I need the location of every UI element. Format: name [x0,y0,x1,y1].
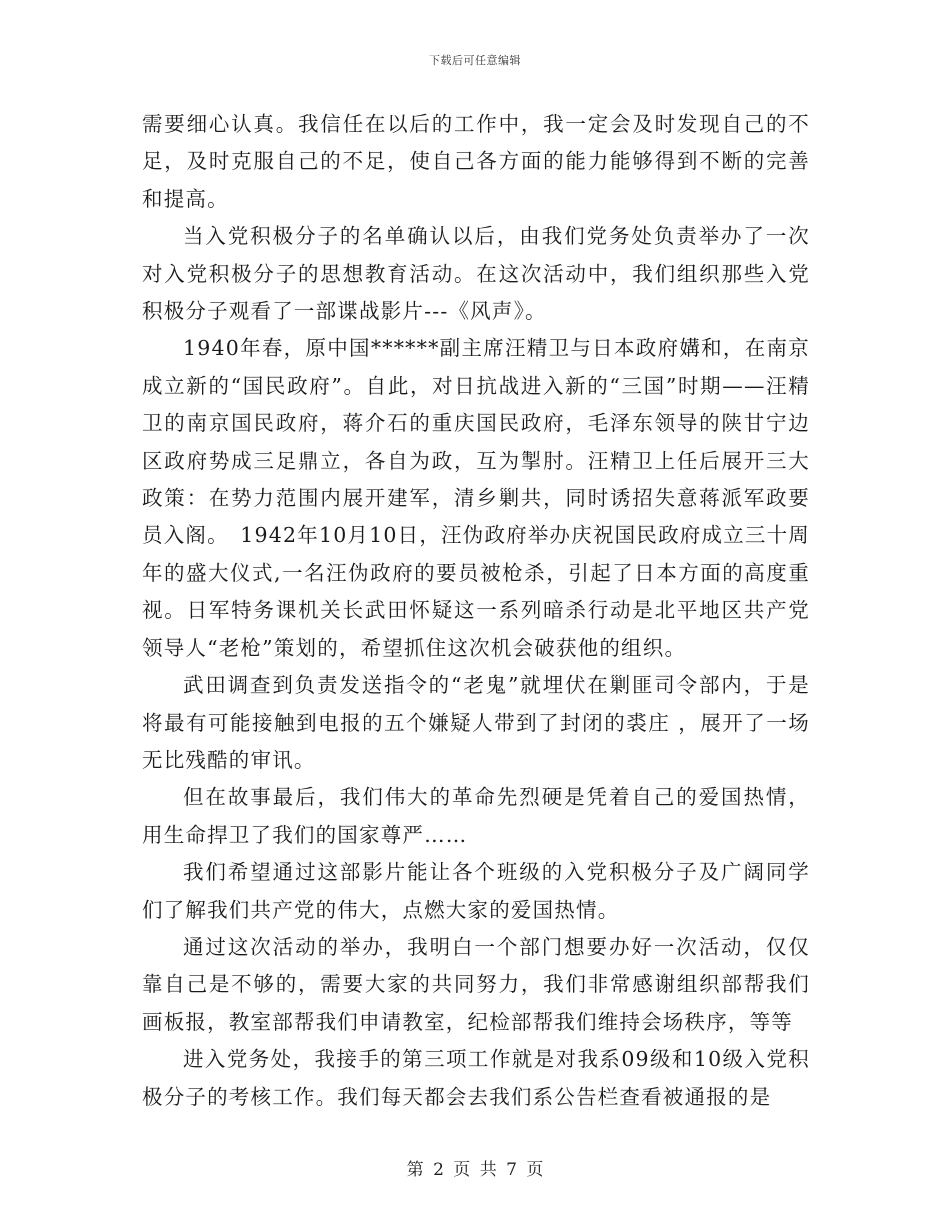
paragraph-2: 当入党积极分子的名单确认以后，由我们党务处负责举办了一次对入党积极分子的思想教育活动。在这次活动中，我们组织那些入党积极分子观看了一部谍战影片---《风声》。 [142,224,810,324]
paragraph-7: 通过这次活动的举办，我明白一个部门想要办好一次活动，仅仅靠自己是不够的，需要大家的共同努力，我们非常感谢组织部帮我们画板报，教室部帮我们申请教室，纪检部帮我们维持会场秩序，等等 [142,934,810,1034]
document-body [142,106,810,1116]
paragraph-8: 进入党务处，我接手的第三项工作就是对我系09级和10级入党积极分子的考核工作。我们每天都会去我们系公告栏查看被通报的是 [142,1047,810,1109]
paragraph-3: 1940年春，原中国******副主席汪精卫与日本政府媾和，在南京成立新的“国民政府”。自此，对日抗战进入新的“三国”时期——汪精卫的南京国民政府，蒋介石的重庆国民政府，毛泽东领导的陕甘宁边区政府势成三足鼎立，各自为政，互为掣肘。汪精卫上任后展开三大政策：在势力范围内展开建军，清乡剿共，同时诱招失意蒋派军政要员入阁。 1942年10月10日，汪伪政府举办庆祝国民政府成立三十周年的盛大仪式,一名汪伪政府的要员被枪杀，引起了日本方面的高度重视。日军特务课机关长武田怀疑这一系列暗杀行动是北平地区共产党领导人“老枪”策划的，希望抓住这次机会破获他的组织。 [142,336,810,660]
page-number: 第 2 页 共 7 页 [406,1160,544,1180]
paragraph-4: 武田调查到负责发送指令的“老鬼”就埋伏在剿匪司令部内，于是将最有可能接触到电报的五个嫌疑人带到了封闭的裘庄 ，展开了一场无比残酷的审讯。 [142,673,810,772]
paragraph-5: 但在故事最后，我们伟大的革命先烈硬是凭着自己的爱国热情，用生命捍卫了我们的国家尊严…… [142,785,810,847]
page-header: 下载后可任意编辑 [429,54,521,67]
paragraph-6: 我们希望通过这部影片能让各个班级的入党积极分子及广阔同学们了解我们共产党的伟大，点燃大家的爱国热情。 [142,860,810,922]
paragraph-1: 需要细心认真。我信任在以后的工作中，我一定会及时发现自己的不足，及时克服自己的不足，使自己各方面的能力能够得到不断的完善和提高。 [142,112,810,211]
